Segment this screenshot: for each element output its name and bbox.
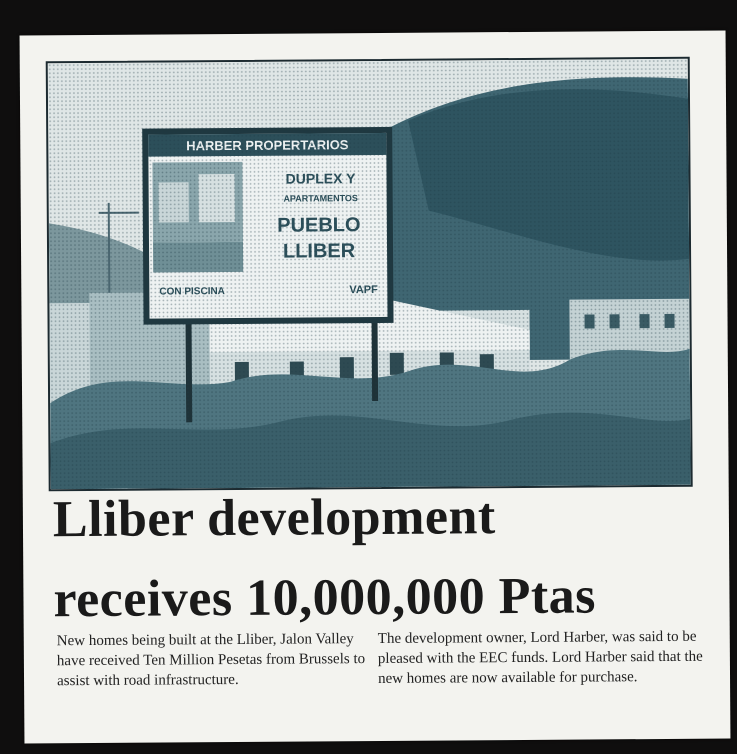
newspaper-clipping [20,31,731,744]
article-column-1: New homes being built at the Lliber, Jalon Valley have received Ten Million Pesetas from Brussels to assist with road infrastructure. [56,631,366,690]
article-column-2: The development owner, Lord Harber, was said to be pleased with the EEC funds. Lord Harber said that the new homes are now available for purchase. [377,628,703,687]
headline-line-2: receives 10,000,000 Ptas [53,567,597,629]
photo-illustration [48,59,691,489]
news-photo [46,57,693,491]
headline-line-1: Lliber development [52,488,496,549]
